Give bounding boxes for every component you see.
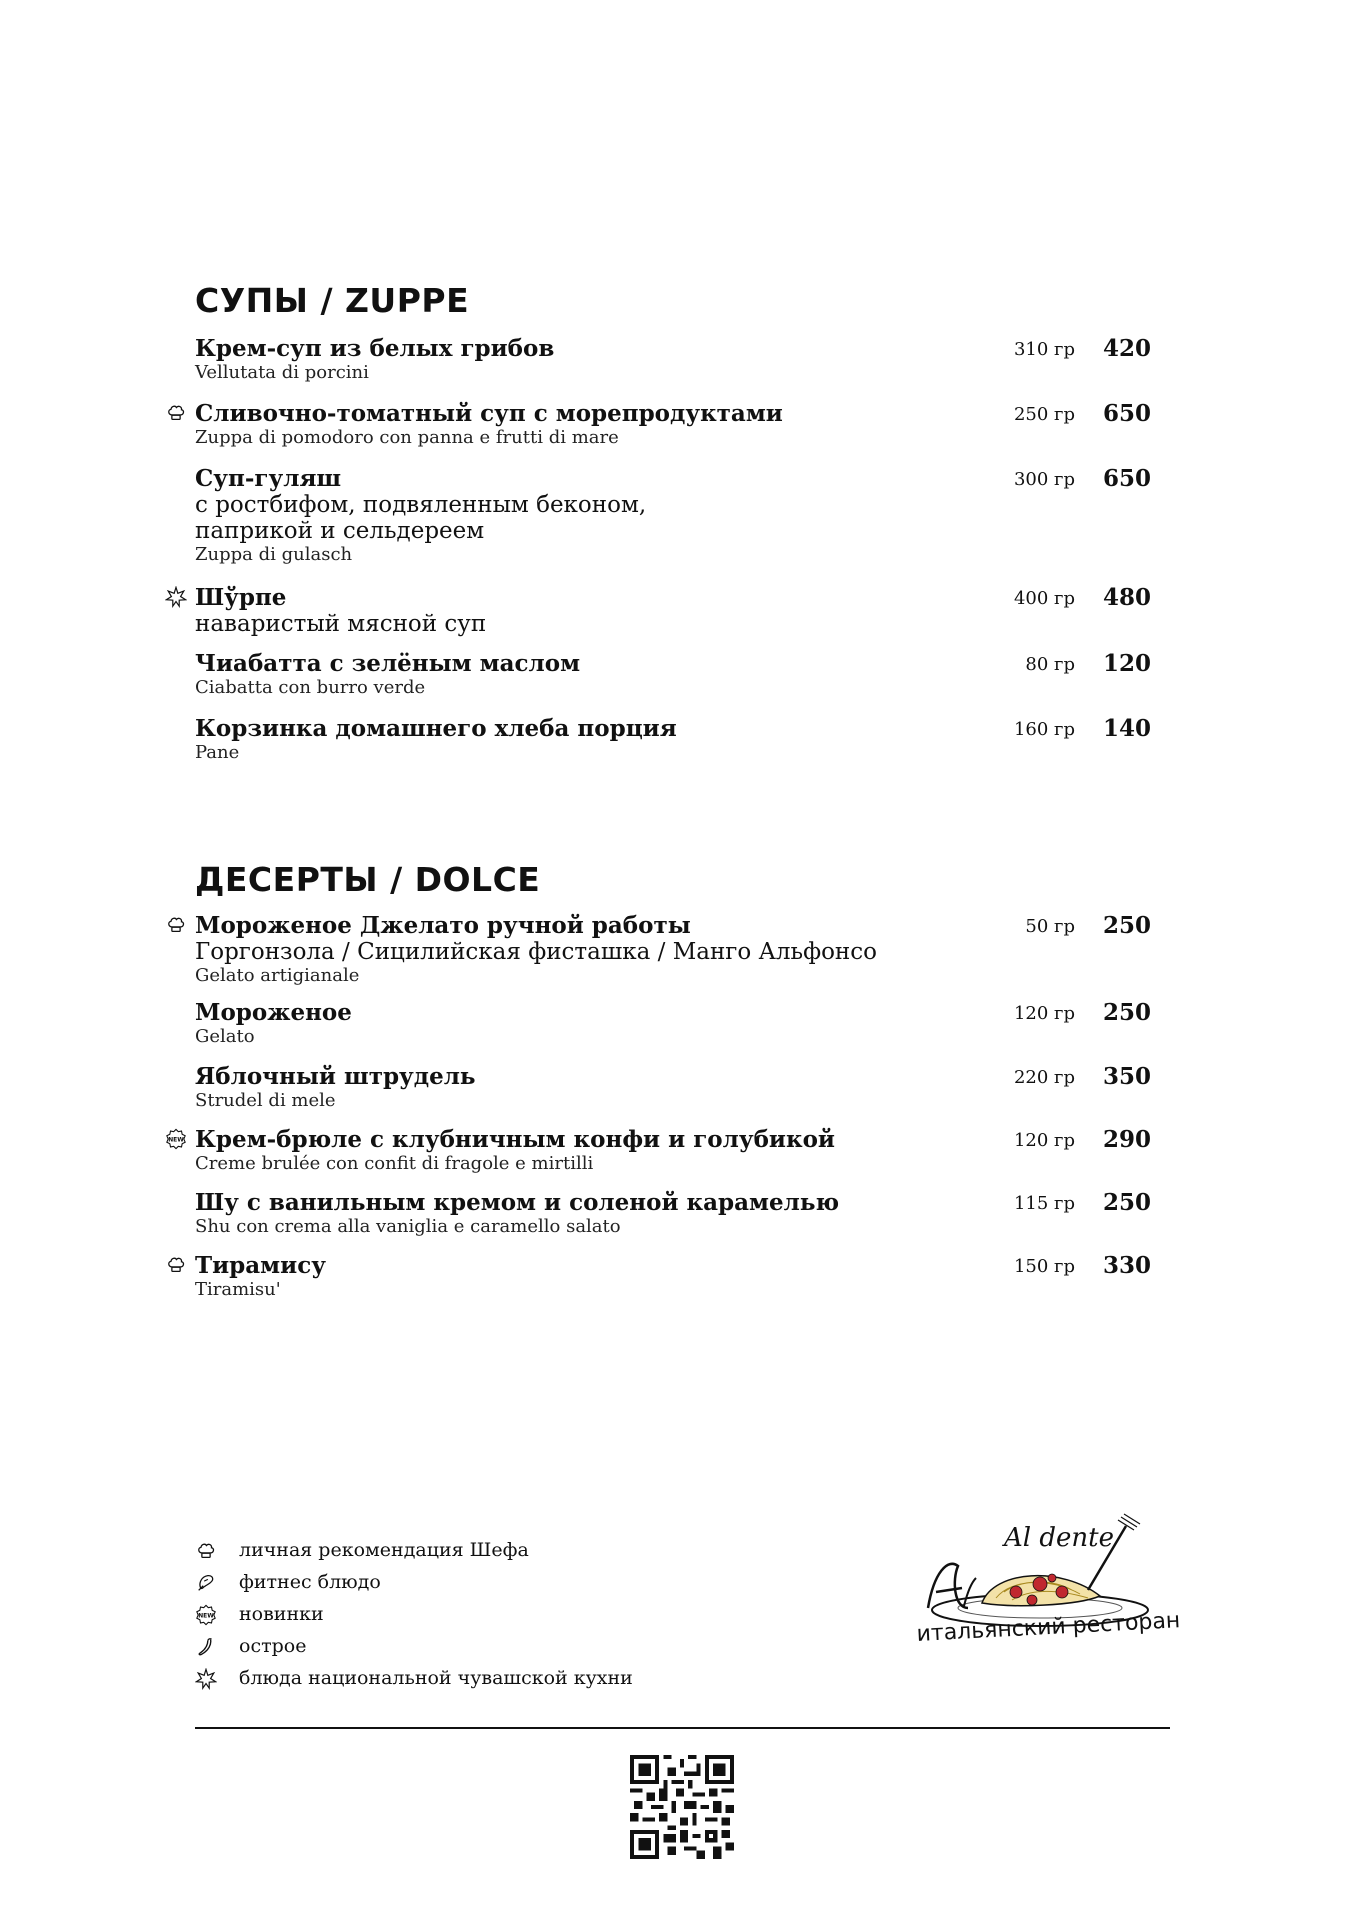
legend-label: блюда национальной чувашской кухни [239, 1667, 633, 1689]
item-name: Яблочный штрудель [195, 1063, 476, 1090]
item-italian-name: Tiramisu' [195, 1279, 281, 1300]
item-italian-name: Zuppa di pomodoro con panna e frutti di mare [195, 427, 619, 448]
item-description-line: с ростбифом, подвяленным беконом, [195, 492, 647, 518]
item-description-line: Горгонзола / Сицилийская фисташка / Манго Альфонсо [195, 939, 877, 965]
qr-code[interactable] [630, 1755, 734, 1859]
item-italian-name: Vellutata di porcini [195, 362, 369, 383]
item-name: Сливочно-томатный суп с морепродуктами [195, 400, 783, 427]
footer-divider [195, 1727, 1170, 1729]
menu-item-shurpe [195, 584, 1155, 637]
item-weight: 300 гр [1013, 469, 1075, 490]
menu-item-porcini-soup [195, 335, 1155, 383]
chuvash-star-icon [165, 586, 187, 608]
menu-item-seafood-soup [195, 400, 1155, 448]
item-name: Суп-гуляш [195, 465, 342, 492]
item-price: 290 [1102, 1126, 1151, 1153]
item-weight: 80 гр [1025, 654, 1075, 675]
menu-item-ice-cream [195, 999, 1155, 1047]
item-name: Мороженое [195, 999, 352, 1026]
item-name: Корзинка домашнего хлеба порция [195, 715, 677, 742]
menu-item-creme-brulee [195, 1126, 1155, 1174]
chef-hat-icon [165, 914, 187, 936]
chef-hat-icon [165, 402, 187, 424]
item-name: Чиабатта с зелёным маслом [195, 650, 581, 677]
item-name: Тирамису [195, 1252, 326, 1279]
fitness-icon [195, 1572, 217, 1594]
item-price: 650 [1102, 465, 1151, 492]
new-badge-icon [195, 1604, 217, 1626]
item-weight: 115 гр [1013, 1193, 1075, 1214]
item-italian-name: Ciabatta con burro verde [195, 677, 426, 698]
item-weight: 160 гр [1013, 719, 1075, 740]
menu-item-gelato-handmade [195, 912, 1155, 986]
item-price: 250 [1102, 999, 1151, 1026]
item-italian-name: Gelato artigianale [195, 965, 360, 986]
item-description-line: наваристый мясной суп [195, 611, 487, 637]
menu-item-bread-basket [195, 715, 1155, 763]
item-weight: 400 гр [1013, 588, 1075, 609]
item-price: 350 [1102, 1063, 1151, 1090]
item-name: Шу с ванильным кремом и соленой карамелью [195, 1189, 840, 1216]
item-italian-name: Pane [195, 742, 240, 763]
item-weight: 50 гр [1025, 916, 1075, 937]
item-name: Мороженое Джелато ручной работы [195, 912, 691, 939]
item-italian-name: Shu con crema alla vaniglia e caramello salato [195, 1216, 621, 1237]
item-price: 250 [1102, 1189, 1151, 1216]
item-weight: 120 гр [1013, 1130, 1075, 1151]
item-weight: 310 гр [1013, 339, 1075, 360]
item-weight: 220 гр [1013, 1067, 1075, 1088]
item-price: 140 [1102, 715, 1151, 742]
item-italian-name: Zuppa di gulasch [195, 544, 353, 565]
logo-script-text: Al dente [1004, 1523, 1114, 1553]
item-italian-name: Creme brulée con confit di fragole e mirtilli [195, 1153, 594, 1174]
new-badge-icon [165, 1128, 187, 1150]
chili-pepper-icon [195, 1636, 217, 1658]
item-name: Шўрпе [195, 584, 287, 611]
item-weight: 150 гр [1013, 1256, 1075, 1277]
desserts-title: ДЕСЕРТЫ / DOLCE [195, 860, 541, 899]
item-italian-name: Gelato [195, 1026, 255, 1047]
item-italian-name: Strudel di mele [195, 1090, 336, 1111]
legend-label: личная рекомендация Шефа [239, 1539, 529, 1561]
legend-label: новинки [239, 1603, 324, 1625]
chef-hat-icon [195, 1540, 217, 1562]
item-name: Крем-брюле с клубничным конфи и голубикой [195, 1126, 835, 1153]
item-price: 650 [1102, 400, 1151, 427]
soups-title: СУПЫ / ZUPPE [195, 281, 470, 320]
item-price: 330 [1102, 1252, 1151, 1279]
menu-item-apple-strudel [195, 1063, 1155, 1111]
chuvash-star-icon [195, 1668, 217, 1690]
item-name: Крем-суп из белых грибов [195, 335, 555, 362]
legend-label: острое [239, 1635, 307, 1657]
item-price: 120 [1102, 650, 1151, 677]
item-price: 480 [1102, 584, 1151, 611]
legend-label: фитнес блюдо [239, 1571, 381, 1593]
item-description-line: паприкой и сельдереем [195, 518, 485, 544]
menu-item-ciabatta [195, 650, 1155, 698]
logo-caption: итальянский ресторан [916, 1608, 1181, 1647]
chef-hat-icon [165, 1254, 187, 1276]
menu-item-choux [195, 1189, 1155, 1237]
item-price: 420 [1102, 335, 1151, 362]
menu-item-goulash-soup [195, 465, 1155, 565]
item-weight: 120 гр [1013, 1003, 1075, 1024]
menu-item-tiramisu [195, 1252, 1155, 1300]
item-weight: 250 гр [1013, 404, 1075, 425]
item-price: 250 [1102, 912, 1151, 939]
